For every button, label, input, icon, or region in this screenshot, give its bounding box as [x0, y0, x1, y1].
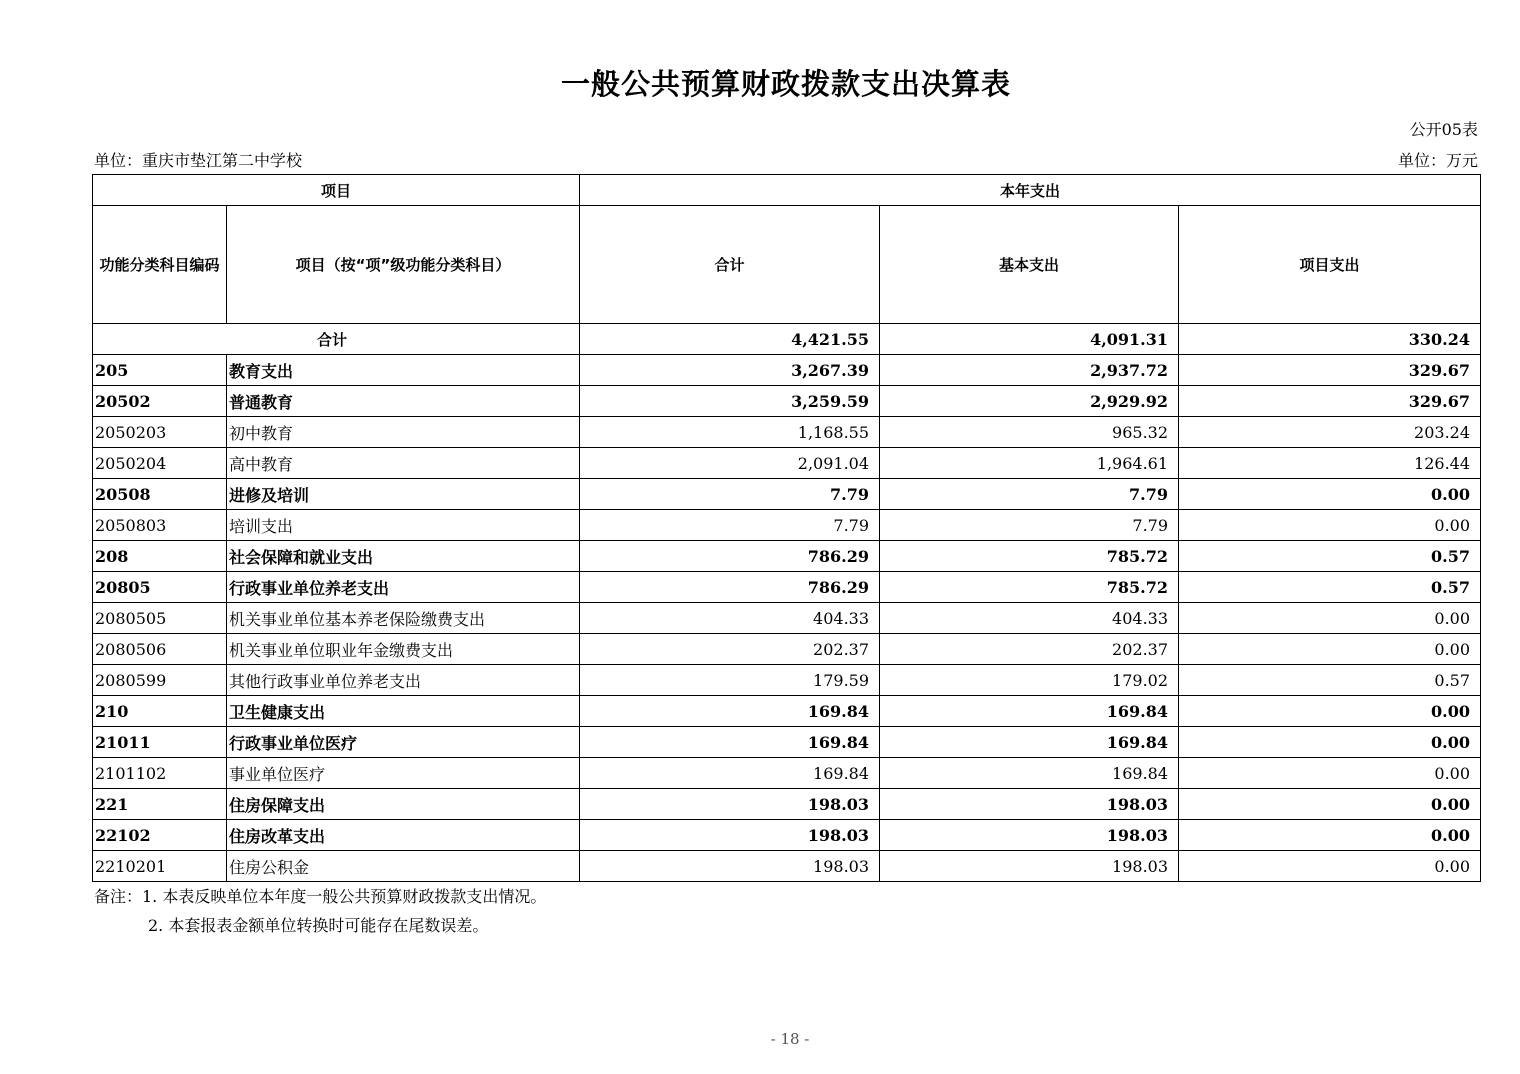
table-row	[93, 603, 1481, 634]
row-basic: 198.03	[880, 851, 1179, 882]
row-name: 行政事业单位养老支出	[227, 572, 580, 603]
row-total: 1,168.55	[580, 417, 880, 448]
row-project: 0.00	[1179, 820, 1481, 851]
row-code: 2050803	[93, 510, 227, 541]
row-name: 普通教育	[227, 386, 580, 417]
row-code: 221	[93, 789, 227, 820]
row-name: 高中教育	[227, 448, 580, 479]
header-basic: 基本支出	[880, 206, 1179, 324]
row-total: 202.37	[580, 634, 880, 665]
total-row	[93, 324, 1481, 355]
organization-unit: 单位：重庆市垫江第二中学校	[94, 151, 303, 170]
header-project: 项目	[93, 175, 580, 206]
row-code: 22102	[93, 820, 227, 851]
row-total: 3,267.39	[580, 355, 880, 386]
row-project: 329.67	[1179, 386, 1481, 417]
table-row	[93, 727, 1481, 758]
row-name: 机关事业单位职业年金缴费支出	[227, 634, 580, 665]
row-name: 事业单位医疗	[227, 758, 580, 789]
row-basic: 2,937.72	[880, 355, 1179, 386]
row-code: 205	[93, 355, 227, 386]
row-name: 初中教育	[227, 417, 580, 448]
row-total: 169.84	[580, 727, 880, 758]
table-row	[93, 386, 1481, 417]
row-project: 0.00	[1179, 758, 1481, 789]
row-name: 其他行政事业单位养老支出	[227, 665, 580, 696]
row-total: 198.03	[580, 851, 880, 882]
row-total: 786.29	[580, 541, 880, 572]
total-sum: 4,421.55	[580, 324, 880, 355]
row-project: 0.57	[1179, 665, 1481, 696]
note-line-1: 备注：1. 本表反映单位本年度一般公共预算财政拨款支出情况。	[94, 887, 547, 906]
row-project: 0.00	[1179, 479, 1481, 510]
total-basic: 4,091.31	[880, 324, 1179, 355]
table-row	[93, 510, 1481, 541]
row-total: 404.33	[580, 603, 880, 634]
row-project: 0.00	[1179, 696, 1481, 727]
row-code: 2050204	[93, 448, 227, 479]
row-basic: 7.79	[880, 510, 1179, 541]
row-basic: 202.37	[880, 634, 1179, 665]
table-row	[93, 355, 1481, 386]
row-total: 7.79	[580, 510, 880, 541]
row-code: 2080599	[93, 665, 227, 696]
header-item-name: 项目（按“项”级功能分类科目）	[227, 206, 580, 324]
table-row	[93, 479, 1481, 510]
row-code: 2080506	[93, 634, 227, 665]
row-project: 0.00	[1179, 789, 1481, 820]
row-basic: 965.32	[880, 417, 1179, 448]
money-unit: 单位：万元	[1397, 151, 1478, 170]
header-code: 功能分类科目编码	[93, 206, 227, 324]
row-project: 0.00	[1179, 634, 1481, 665]
table-row	[93, 448, 1481, 479]
row-code: 2101102	[93, 758, 227, 789]
row-total: 2,091.04	[580, 448, 880, 479]
budget-table	[92, 174, 1481, 882]
row-code: 21011	[93, 727, 227, 758]
row-basic: 198.03	[880, 789, 1179, 820]
row-total: 179.59	[580, 665, 880, 696]
row-total: 169.84	[580, 696, 880, 727]
row-basic: 169.84	[880, 696, 1179, 727]
row-name: 进修及培训	[227, 479, 580, 510]
row-basic: 2,929.92	[880, 386, 1179, 417]
row-project: 203.24	[1179, 417, 1481, 448]
table-row	[93, 789, 1481, 820]
row-basic: 198.03	[880, 820, 1179, 851]
row-code: 20805	[93, 572, 227, 603]
table-row	[93, 541, 1481, 572]
header-row-2	[93, 206, 1481, 324]
row-total: 169.84	[580, 758, 880, 789]
table-row	[93, 758, 1481, 789]
table-row	[93, 696, 1481, 727]
row-name: 卫生健康支出	[227, 696, 580, 727]
table-row	[93, 634, 1481, 665]
row-basic: 169.84	[880, 758, 1179, 789]
header-row-1	[93, 175, 1481, 206]
row-total: 3,259.59	[580, 386, 880, 417]
row-code: 208	[93, 541, 227, 572]
row-project: 0.57	[1179, 572, 1481, 603]
row-code: 210	[93, 696, 227, 727]
total-label: 合计	[93, 324, 580, 355]
row-basic: 404.33	[880, 603, 1179, 634]
table-row	[93, 851, 1481, 882]
row-project: 0.00	[1179, 851, 1481, 882]
row-basic: 169.84	[880, 727, 1179, 758]
row-code: 2080505	[93, 603, 227, 634]
row-project: 329.67	[1179, 355, 1481, 386]
note-line-2: 2. 本套报表金额单位转换时可能存在尾数误差。	[148, 916, 489, 935]
row-total: 786.29	[580, 572, 880, 603]
row-total: 198.03	[580, 789, 880, 820]
row-name: 机关事业单位基本养老保险缴费支出	[227, 603, 580, 634]
page-title: 一般公共预算财政拨款支出决算表	[560, 67, 1011, 101]
row-name: 住房保障支出	[227, 789, 580, 820]
row-total: 198.03	[580, 820, 880, 851]
row-name: 行政事业单位医疗	[227, 727, 580, 758]
row-code: 20508	[93, 479, 227, 510]
row-total: 7.79	[580, 479, 880, 510]
row-basic: 179.02	[880, 665, 1179, 696]
header-project-expense: 项目支出	[1179, 206, 1481, 324]
row-project: 0.00	[1179, 603, 1481, 634]
row-code: 2210201	[93, 851, 227, 882]
row-basic: 785.72	[880, 541, 1179, 572]
row-basic: 1,964.61	[880, 448, 1179, 479]
row-name: 教育支出	[227, 355, 580, 386]
row-code: 2050203	[93, 417, 227, 448]
row-basic: 7.79	[880, 479, 1179, 510]
table-row	[93, 572, 1481, 603]
row-name: 培训支出	[227, 510, 580, 541]
table-number: 公开05表	[1409, 120, 1478, 139]
table-row	[93, 820, 1481, 851]
row-code: 20502	[93, 386, 227, 417]
header-current-year: 本年支出	[580, 175, 1481, 206]
table-row	[93, 417, 1481, 448]
row-project: 126.44	[1179, 448, 1481, 479]
row-name: 住房公积金	[227, 851, 580, 882]
row-project: 0.00	[1179, 510, 1481, 541]
row-project: 0.00	[1179, 727, 1481, 758]
row-name: 社会保障和就业支出	[227, 541, 580, 572]
total-project: 330.24	[1179, 324, 1481, 355]
table-row	[93, 665, 1481, 696]
header-total: 合计	[580, 206, 880, 324]
row-basic: 785.72	[880, 572, 1179, 603]
row-name: 住房改革支出	[227, 820, 580, 851]
page-number: - 18 -	[770, 1030, 810, 1048]
notes	[94, 882, 546, 940]
row-project: 0.57	[1179, 541, 1481, 572]
